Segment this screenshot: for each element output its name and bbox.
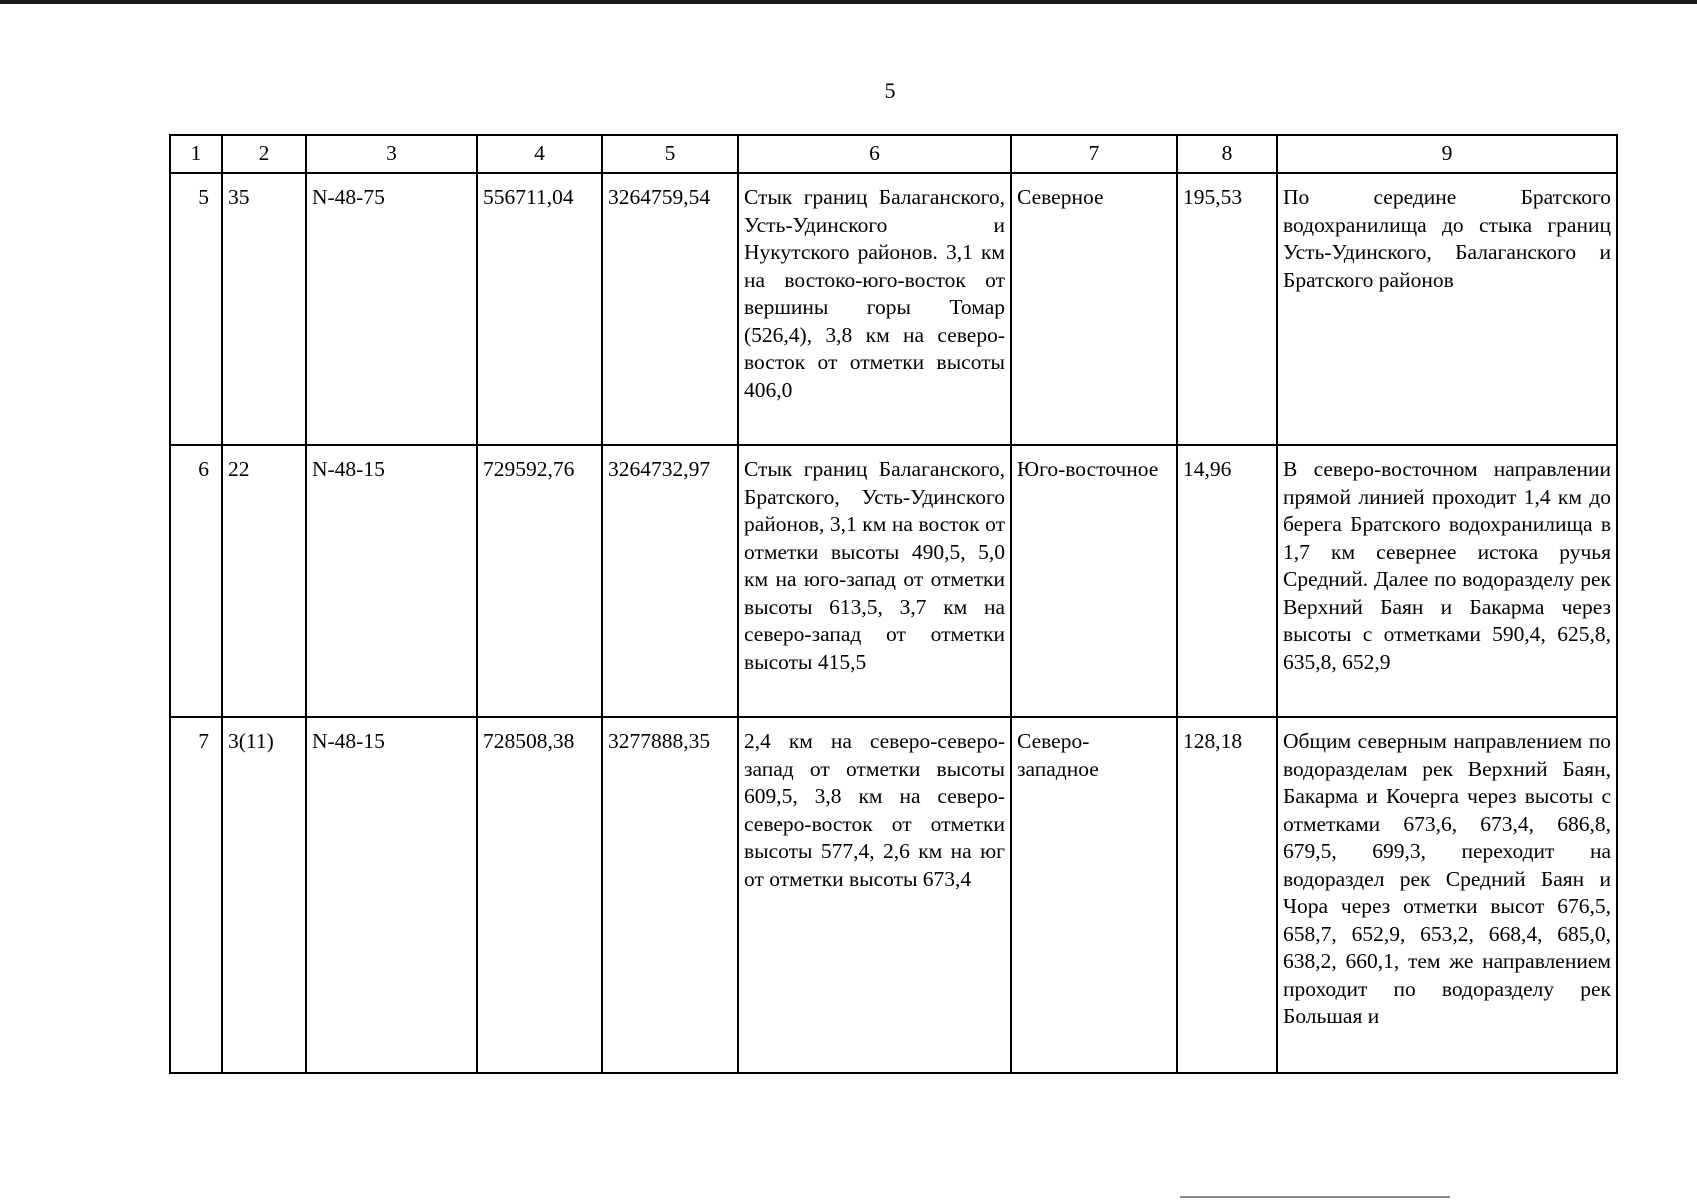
length-cell: 195,53	[1177, 173, 1277, 445]
column-header: 2	[222, 135, 306, 173]
boundary-description-cell: По середине Братского водохранилища до стыка границ Усть-Удинского, Балаганского и Братского районов	[1277, 173, 1617, 445]
point-number-cell: 3(11)	[222, 717, 306, 1073]
column-header: 7	[1011, 135, 1177, 173]
top-scan-edge	[0, 0, 1697, 4]
column-header: 6	[738, 135, 1011, 173]
map-sheet-cell: N-48-75	[306, 173, 477, 445]
coordinate-x-cell: 556711,04	[477, 173, 602, 445]
column-header: 1	[170, 135, 222, 173]
coordinate-y-cell: 3277888,35	[602, 717, 738, 1073]
table-row	[170, 445, 1617, 717]
coordinate-x-cell: 728508,38	[477, 717, 602, 1073]
point-number-cell: 22	[222, 445, 306, 717]
table-header-row	[170, 135, 1617, 173]
page-number: 5	[884, 78, 896, 103]
coordinate-y-cell: 3264759,54	[602, 173, 738, 445]
table-row	[170, 173, 1617, 445]
map-sheet-cell: N-48-15	[306, 445, 477, 717]
column-header: 4	[477, 135, 602, 173]
boundary-description-cell: В северо-восточном направлении прямой линией проходит 1,4 км до берега Братского водохранилища в 1,7 км севернее истока ручья Средний. Далее по водоразделу рек Верхний Баян и Бакарма через высоты с отметками 590,4, 625,8, 635,8, 652,9	[1277, 445, 1617, 717]
point-description-cell: Стык границ Балаганского, Братского, Усть-Удинского районов, 3,1 км на восток от отметки высоты 490,5, 5,0 км на юго-запад от отметки высоты 613,5, 3,7 км на северо-запад от отметки высоты 415,5	[738, 445, 1011, 717]
point-number-cell: 35	[222, 173, 306, 445]
column-header: 8	[1177, 135, 1277, 173]
row-number-cell: 5	[170, 173, 222, 445]
map-sheet-cell: N-48-15	[306, 717, 477, 1073]
row-number-cell: 6	[170, 445, 222, 717]
boundary-points-table	[169, 134, 1618, 1074]
column-header: 9	[1277, 135, 1617, 173]
bottom-scan-mark	[1180, 1196, 1450, 1198]
column-header: 5	[602, 135, 738, 173]
coordinate-x-cell: 729592,76	[477, 445, 602, 717]
length-cell: 14,96	[1177, 445, 1277, 717]
point-description-cell: 2,4 км на северо-северо-запад от отметки высоты 609,5, 3,8 км на северо-северо-восток от отметки высоты 577,4, 2,6 км на юг от отметки высоты 673,4	[738, 717, 1011, 1073]
row-number-cell: 7	[170, 717, 222, 1073]
direction-cell: Северное	[1011, 173, 1177, 445]
boundary-description-cell: Общим северным направлением по водоразделам рек Верхний Баян, Бакарма и Кочерга через высоты с отметками 673,6, 673,4, 686,8, 679,5, 699,3, переходит на водораздел рек Средний Баян и Чора через отметки высот 676,5, 658,7, 652,9, 653,2, 668,4, 685,0, 638,2, 660,1, тем же направлением проходит по водоразделу рек Большая и	[1277, 717, 1617, 1073]
point-description-cell: Стык границ Балаганского, Усть-Удинского и Нукутского районов. 3,1 км на востоко-юго-восток от вершины горы Томар (526,4), 3,8 км на северо-восток от отметки высоты 406,0	[738, 173, 1011, 445]
column-header: 3	[306, 135, 477, 173]
length-cell: 128,18	[1177, 717, 1277, 1073]
table-row	[170, 717, 1617, 1073]
direction-cell: Северо-западное	[1011, 717, 1177, 1073]
coordinate-y-cell: 3264732,97	[602, 445, 738, 717]
direction-cell: Юго-восточное	[1011, 445, 1177, 717]
